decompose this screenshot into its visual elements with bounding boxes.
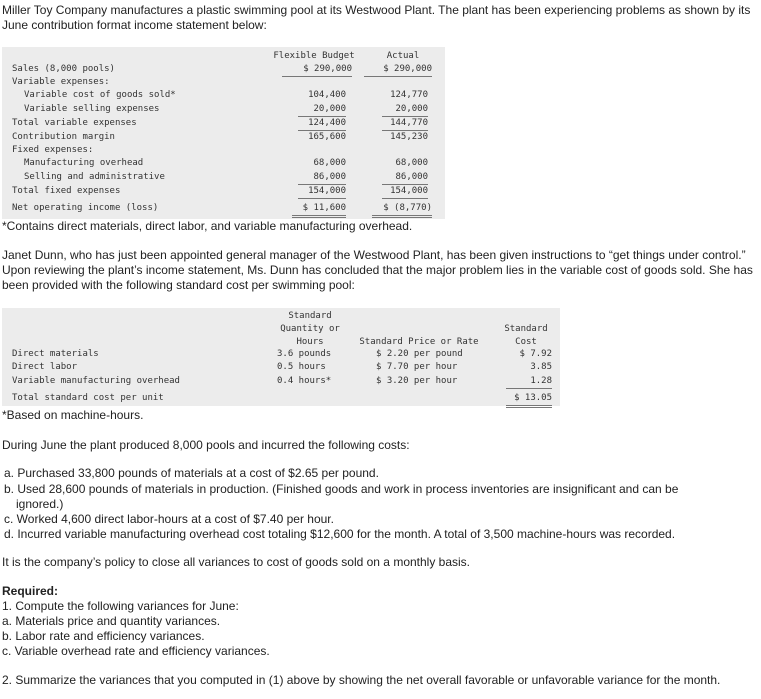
required-item: 1. Compute the following variances for June: [2, 599, 239, 613]
june-intro: During June the plant produced 8,000 pools and incurred the following costs: [2, 438, 410, 452]
required-item-2: 2. Summarize the variances that you computed in (1) above by showing the net overall favorable or unfavorable variance for the month. [2, 673, 721, 687]
header-standard-qty: Standard Quantity or Hours [280, 311, 340, 347]
header-actual: Actual [386, 51, 420, 61]
required-heading: Required: [2, 584, 59, 598]
policy-text: It is the company’s policy to close all variances to cost of goods sold on a monthly basis. [2, 555, 471, 569]
income-statement: Flexible Budget Actual Sales (8,000 pools) $ 290,000 $ 290,000 Variable expenses: Variable cost of goods sold* 104,400 124,770 Variable selling expenses 20,000 20,000 Total variable expenses 124,400 144,770 Contribution margin 165,600 145,230 Fixed expenses: Manufacturing overhead 68,000 68,000 Selling and administrative 86,000 86,000 Total fixed expenses 154,000 154,000 Net operating income (loss) $ 11,600 $ (8,770) [2, 47, 445, 219]
header-flexible-budget: Flexible Budget [273, 51, 355, 61]
header-standard-cost: Standard Cost [504, 324, 548, 347]
standard-cost-card: Standard Quantity or Hours Standard Price or Rate Standard Cost Direct materials 3.6 pounds $ 2.20 per pound $ 7.92 Direct labor 0.5 hours $ 7.70 per hour 3.85 Variable manufacturing overhead 0.4 hours* $ 3.20 per hour 1.28 Total standard cost per unit $ 13.05 [2, 308, 560, 406]
list-item: b. Used 28,600 pounds of materials in production. (Finished goods and work in process inventories are insignificant and can be [4, 482, 679, 496]
standard-cost-footnote: *Based on machine-hours. [2, 408, 144, 422]
income-statement-footnote: *Contains direct materials, direct labor, and variable manufacturing overhead. [2, 219, 413, 233]
required-item: a. Materials price and quantity variances. [2, 614, 221, 628]
required-item: c. Variable overhead rate and efficiency variances. [2, 644, 270, 658]
list-item: a. Purchased 33,800 pounds of materials at a cost of $2.65 per pound. [4, 466, 379, 480]
list-item: d. Incurred variable manufacturing overhead cost totaling $12,600 for the month. A total of 3,500 machine-hours was recorded. [4, 527, 676, 541]
list-item: c. Worked 4,600 direct labor-hours at a cost of $7.40 per hour. [4, 512, 334, 526]
required-item: b. Labor rate and efficiency variances. [2, 629, 205, 643]
paragraph-dunn: Janet Dunn, who has just been appointed general manager of the Westwood Plant, has been given instructions to “get things under control.” Upon reviewing the plant’s income statement, Ms. Dunn has concluded that the major problem lies in the variable cost of goods sold. She has been provided with the following standard cost per swimming pool: [2, 248, 753, 292]
list-item: ignored.) [16, 497, 64, 511]
intro-text: Miller Toy Company manufactures a plastic swimming pool at its Westwood Plant. The plant has been experiencing problems as shown by its June contribution format income statement below: [2, 3, 751, 32]
header-standard-price: Standard Price or Rate [359, 337, 479, 347]
